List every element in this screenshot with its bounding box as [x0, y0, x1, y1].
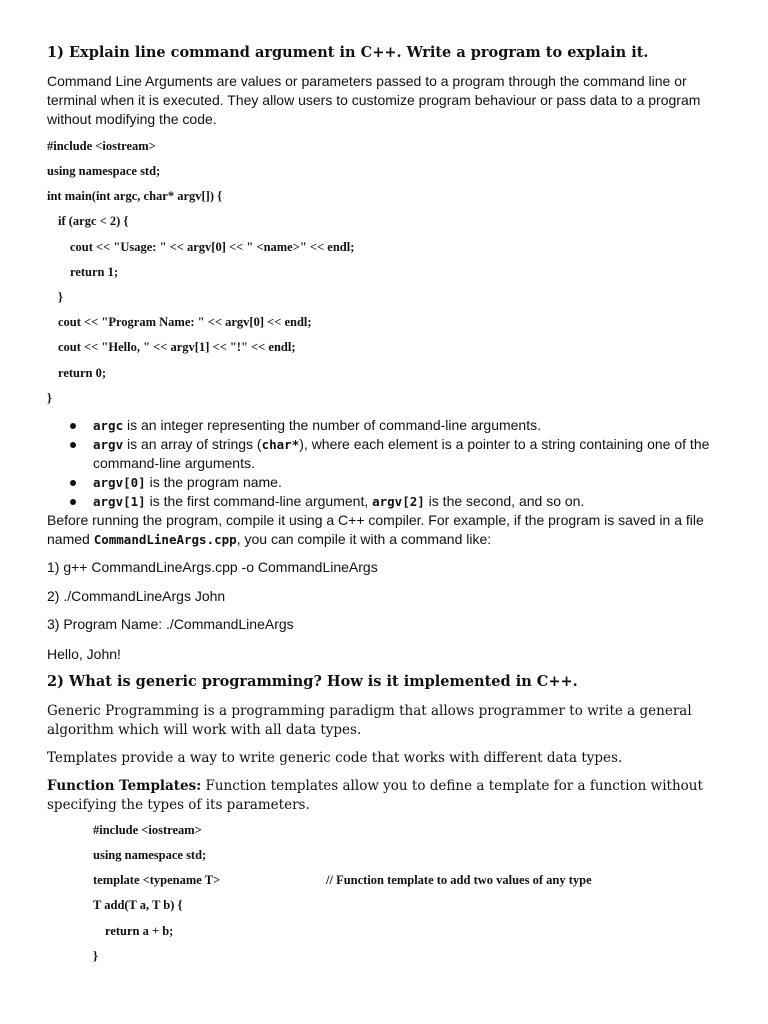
step-line: 1) g++ CommandLineArgs.cpp -o CommandLineArgs	[47, 559, 378, 575]
code-comment: // Function template to add two values of any type	[326, 873, 592, 887]
file-name: CommandLineArgs.cpp	[93, 532, 237, 547]
code-line: cout << "Usage: " << argv[0] << " <name>" << endl;	[70, 240, 355, 254]
paragraph-text: Function templates allow you to define a template for a function without specifying the types of its parameters.	[47, 778, 703, 813]
compile-paragraph	[47, 511, 727, 549]
code-line: int main(int argc, char* argv[]) {	[47, 189, 223, 203]
code-line: }	[93, 949, 98, 963]
code-line: using namespace std;	[47, 164, 161, 178]
function-templates-label: Function Templates:	[47, 778, 202, 794]
step-line: 3) Program Name: ./CommandLineArgs	[47, 616, 294, 632]
bullet-dot	[70, 499, 76, 505]
section-2-heading: 2) What is generic programming? How is it implemented in C++.	[47, 673, 578, 690]
bullet-text: ), where each element is a pointer to a string containing one of the command-line arguments.	[93, 436, 710, 471]
bullet-item-argv1	[93, 492, 733, 511]
term: argv[2]	[372, 494, 425, 509]
step-line: 2) ./CommandLineArgs John	[47, 588, 226, 604]
bullet-item-argv	[93, 435, 733, 473]
step-line: Hello, John!	[47, 646, 121, 662]
bullet-text: is the program name.	[145, 474, 282, 490]
code-line: return 0;	[58, 366, 107, 380]
paragraph-text: Before running the program, compile it using a C++ compiler. For example, if the program is saved in a file named	[47, 512, 704, 547]
code-line: cout << "Program Name: " << argv[0] << endl;	[58, 315, 312, 329]
term: argv	[93, 437, 124, 452]
code-line: }	[47, 391, 52, 405]
code-line: cout << "Hello, " << argv[1] << "!" << endl;	[58, 340, 296, 354]
bullet-dot	[70, 442, 76, 448]
section-2-para-1: Generic Programming is a programming paradigm that allows programmer to write a general algorithm which will work with all data types.	[47, 703, 692, 738]
bullet-item-argv0	[93, 473, 733, 492]
code-line: return 1;	[70, 265, 119, 279]
term: char*	[261, 437, 300, 452]
bullet-dot	[70, 423, 76, 429]
term: argv[0]	[93, 475, 146, 490]
code-line: #include <iostream>	[93, 823, 202, 837]
bullet-dot	[70, 480, 76, 486]
paragraph-text: , you can compile it with a command like:	[236, 531, 492, 547]
section-2-para-2: Templates provide a way to write generic code that works with different data types.	[47, 750, 623, 766]
bullet-text: is the first command-line argument,	[145, 493, 373, 509]
code-line: return a + b;	[105, 924, 174, 938]
code-line: template <typename T>	[93, 873, 221, 887]
term: argv[1]	[93, 494, 146, 509]
bullet-text: is the second, and so on.	[424, 493, 585, 509]
bullet-text: is an array of strings (	[123, 436, 262, 452]
section-1-intro: Command Line Arguments are values or parameters passed to a program through the command line or terminal when it is executed. They allow users to customize program behaviour or pass data to a program without modifying the code.	[47, 73, 701, 127]
code-line: T add(T a, T b) {	[93, 898, 183, 912]
code-line: #include <iostream>	[47, 139, 156, 153]
code-line: if (argc < 2) {	[58, 214, 129, 228]
section-1-heading: 1) Explain line command argument in C++. Write a program to explain it.	[47, 44, 649, 61]
bullet-item-argc	[93, 416, 733, 435]
code-line: }	[58, 290, 63, 304]
bullet-text: is an integer representing the number of command-line arguments.	[123, 417, 541, 433]
function-templates-paragraph	[47, 777, 707, 815]
code-line: using namespace std;	[93, 848, 207, 862]
term: argc	[93, 418, 124, 433]
